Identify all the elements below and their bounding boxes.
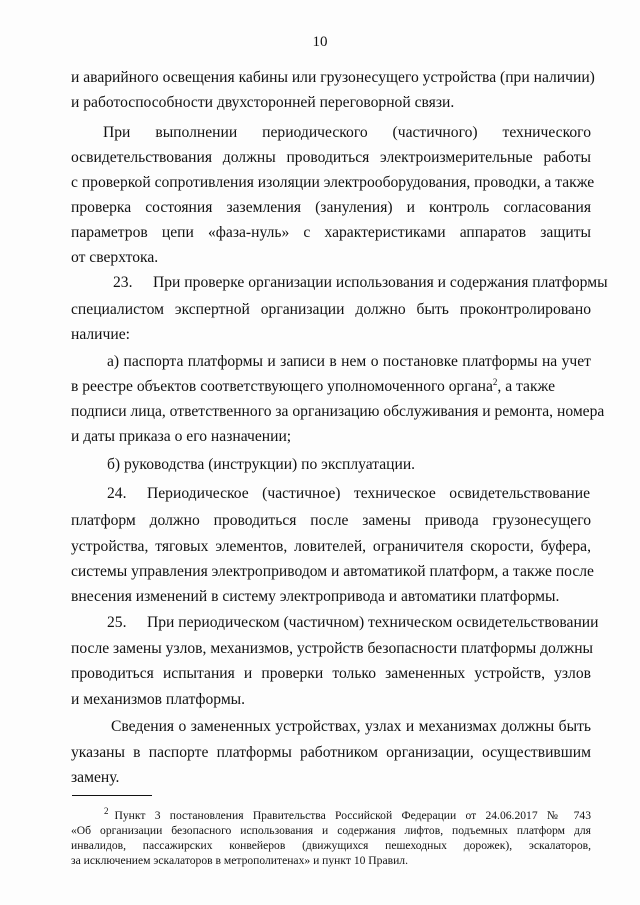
paragraph-line: освидетельствования должны проводиться электроизмерительные работы — [71, 149, 591, 166]
footnote-line: инвалидов, пассажирских конвейеров (движущихся пешеходных дорожек), эскалаторов, — [71, 839, 591, 852]
footnote-mark: 2 — [104, 806, 109, 816]
paragraph-line: системы управления электроприводом и автоматикой платформ, а также после — [71, 563, 594, 580]
item-23-first-line — [113, 273, 608, 293]
paragraph-line: внесения изменений в систему электропривода и автоматики платформы. — [71, 588, 560, 605]
paragraph-line: замену. — [71, 769, 120, 786]
paragraph-line: проводиться испытания и проверки только замененных устройств, узлов — [71, 665, 591, 682]
paragraph-line: б) руководства (инструкции) по эксплуатации. — [107, 456, 416, 473]
paragraph-line-with-footnote — [71, 377, 591, 397]
paragraph-line: а) паспорта платформы и записи в нем о постановке платформы на учет — [107, 353, 591, 370]
paragraph-line: указаны в паспорте платформы работником организации, осуществившим — [71, 744, 591, 761]
page-number: 10 — [312, 34, 328, 50]
paragraph-line: и даты приказа о его назначении; — [71, 428, 292, 445]
paragraph-line: устройства, тяговых элементов, ловителей, ограничителя скорости, буфера, — [71, 538, 591, 555]
paragraph-line: с проверкой сопротивления изоляции электрооборудования, проводки, а также — [71, 174, 595, 191]
item-24-first-line — [107, 484, 591, 504]
paragraph-text: , а также — [497, 378, 556, 395]
item-number: 24. — [107, 485, 127, 502]
paragraph-line: Сведения о замененных устройствах, узлах и механизмах должны быть — [111, 718, 591, 735]
paragraph-line: и аварийного освещения кабины или грузонесущего устройства (при наличии) — [71, 69, 595, 86]
footnote-text: Пункт 3 постановления Правительства Российской Федерации от 24.06.2017 № 743 — [114, 809, 591, 822]
footnote-separator — [72, 795, 152, 796]
footnote-reference: 2 — [492, 377, 498, 387]
footnote-line — [104, 808, 591, 823]
paragraph-line: и механизмов платформы. — [71, 691, 246, 708]
paragraph-line: проверка состояния заземления (зануления) и контроль согласования — [71, 199, 591, 216]
footnote-line: за исключением эскалаторов в метрополитенах» и пункт 10 Правил. — [71, 854, 408, 867]
paragraph-line: от сверхтока. — [71, 249, 159, 266]
paragraph-line: после замены узлов, механизмов, устройств безопасности платформы должны — [71, 640, 594, 657]
paragraph-line: наличие: — [71, 326, 130, 343]
paragraph-text: в реестре объектов соответствующего уполномоченного органа — [71, 378, 493, 395]
paragraph-line: платформ должно проводиться после замены привода грузонесущего — [71, 512, 591, 529]
paragraph-line: параметров цепи «фаза-нуль» с характеристиками аппаратов защиты — [71, 224, 591, 241]
item-25-first-line — [107, 613, 599, 633]
paragraph-line: специалистом экспертной организации должно быть проконтролировано — [71, 301, 591, 318]
paragraph-line: При проверке организации использования и содержания платформы — [153, 274, 608, 291]
item-number: 23. — [113, 274, 133, 291]
paragraph-line: и работоспособности двухсторонней переговорной связи. — [71, 94, 455, 111]
paragraph-line: подписи лица, ответственного за организацию обслуживания и ремонта, номера — [71, 403, 605, 420]
paragraph-line: При выполнении периодического (частичного) технического — [103, 124, 591, 141]
paragraph-line: При периодическом (частичном) техническом освидетельствовании — [147, 614, 599, 631]
footnote-line: «Об организации безопасного использования и содержания лифтов, подъемных платформ для — [71, 824, 591, 837]
item-number: 25. — [107, 614, 127, 631]
paragraph-line: Периодическое (частичное) техническое освидетельствование — [147, 485, 590, 502]
